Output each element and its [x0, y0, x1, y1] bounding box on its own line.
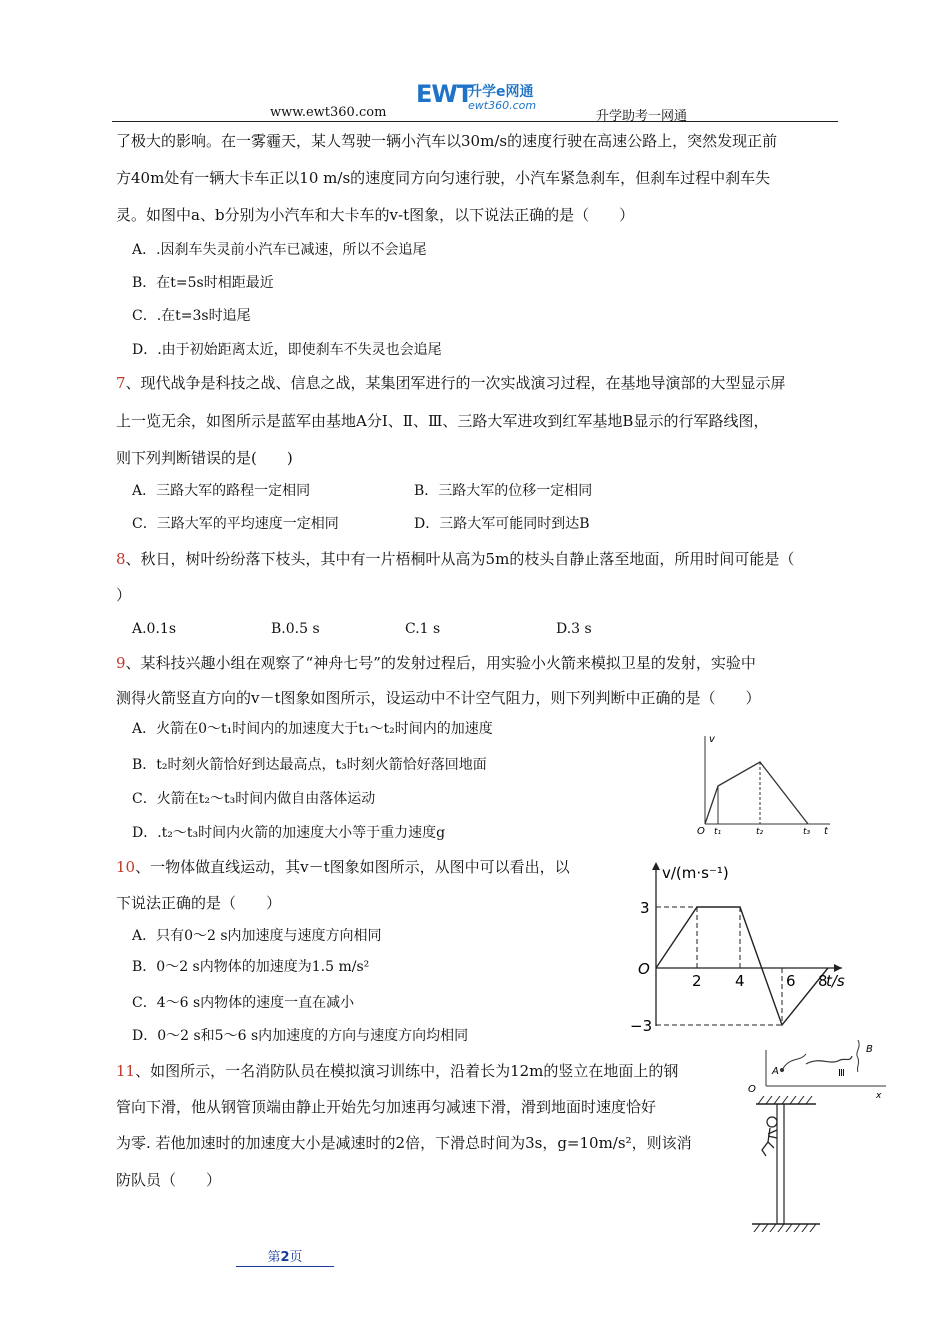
q10-option-b: B．0～2 s内物体的加速度为1.5 m/s² [132, 959, 370, 975]
q8-option-b: B.0.5 s [271, 621, 320, 637]
map-label-x: x [876, 1091, 882, 1101]
q9-graph-t2: t₂ [756, 827, 764, 837]
q9-graph-t3: t₃ [803, 827, 811, 837]
q6-option-c: C．.在t=3s时追尾 [132, 308, 251, 324]
q9-option-a: A．火箭在0～t₁时间内的加速度大于t₁～t₂时间内的加速度 [132, 721, 493, 737]
q9-option-d: D．.t₂～t₃时间内火箭的加速度大小等于重力速度g [132, 825, 446, 841]
page-number: 第2页 [236, 1250, 334, 1267]
q7-option-a: A．三路大军的路程一定相同 [132, 483, 311, 499]
q9-number: 9 [116, 654, 126, 672]
q11-pole-figure [744, 1076, 834, 1236]
q7-option-b: B．三路大军的位移一定相同 [414, 483, 593, 499]
q9-graph-origin: O [697, 826, 705, 837]
q7-line-3: 则下列判断错误的是( ) [116, 449, 293, 467]
q7-line-2: 上一览无余，如图所示是蓝军由基地A分Ⅰ、Ⅱ、Ⅲ、三路大军进攻到红军基地B显示的行军路线图， [116, 412, 769, 430]
q6-line-2: 方40m处有一辆大卡车正以10 m/s的速度同方向匀速行驶，小汽车紧急刹车，但刹车过程中刹车失 [116, 169, 771, 187]
q6-line-3: 灵。如图中a、b分别为小汽车和大卡车的v-t图象，以下说法正确的是（ ） [116, 206, 635, 224]
q10-graph-xlabel: t/s [826, 972, 845, 990]
q10-graph-origin: O [638, 960, 650, 978]
q11-line-4: 防队员（ ） [116, 1171, 222, 1189]
logo-cn: 升学e网通 [468, 84, 534, 100]
q10-graph-xtick-2: 2 [692, 972, 702, 990]
q10-line-1: 10、一物体做直线运动，其v－t图象如图所示，从图中可以看出，以 [116, 858, 570, 876]
q6-option-b: B．在t=5s时相距最近 [132, 275, 274, 291]
logo-brand: EWT [416, 80, 473, 108]
q6-option-a: A．.因刹车失灵前小汽车已减速，所以不会追尾 [132, 242, 427, 258]
q11-line-2: 管向下滑，他从钢管顶端由静止开始先匀加速再匀减速下滑，滑到地面时速度恰好 [116, 1098, 657, 1116]
header-slogan: 升学助考一网通 [596, 109, 688, 124]
q10-vt-graph [630, 856, 848, 1042]
q7-line-1: 7、现代战争是科技之战、信息之战，某集团军进行的一次实战演习过程，在基地导演部的大型显示屏 [116, 374, 786, 392]
q9-graph-t-label: t [824, 826, 828, 837]
q9-line-2: 测得火箭竖直方向的v－t图象如图所示，设运动中不计空气阻力，则下列判断中正确的是（ ） [116, 689, 761, 707]
q11-line-3: 为零. 若他加速时的加速度大小是减速时的2倍，下滑总时间为3s，g=10m/s²，则该消 [116, 1134, 692, 1152]
map-label-a: A [772, 1066, 779, 1077]
q10-option-a: A．只有0～2 s内加速度与速度方向相同 [132, 928, 382, 944]
q8-option-a: A.0.1s [132, 621, 177, 637]
q7-option-d: D．三路大军可能同时到达B [414, 516, 590, 532]
q10-line-2: 下说法正确的是（ ） [116, 894, 282, 912]
pole-label-o: O [748, 1084, 756, 1095]
q10-graph-xtick-8: 8 [818, 972, 828, 990]
q11-line-1: 11、如图所示，一名消防队员在模拟演习训练中，沿着长为12m的竖立在地面上的钢 [116, 1062, 679, 1080]
q6-option-d: D．.由于初始距离太近，即使刹车不失灵也会追尾 [132, 342, 442, 358]
q8-line-1: 8、秋日，树叶纷纷落下枝头，其中有一片梧桐叶从高为5m的枝头自静止落至地面，所用时间可能是（ [116, 550, 795, 568]
header-divider [112, 121, 838, 122]
q10-graph-ytick-minus3: −3 [630, 1017, 653, 1035]
header-site[interactable]: www.ewt360.com [270, 105, 387, 120]
q10-graph-xtick-4: 4 [735, 972, 745, 990]
ewt-logo [416, 80, 546, 114]
q10-graph-ytick-3: 3 [640, 899, 650, 917]
logo-sub: ewt360.com [468, 99, 537, 112]
map-label-b: B [866, 1044, 873, 1055]
q10-graph-ylabel: v/(m·s⁻¹) [662, 864, 729, 882]
q10-number: 10 [116, 858, 136, 876]
q10-option-d: D．0～2 s和5～6 s内加速度的方向与速度方向均相同 [132, 1028, 469, 1044]
q7-option-c: C．三路大军的平均速度一定相同 [132, 516, 339, 532]
q9-graph-t1: t₁ [714, 827, 722, 837]
q10-graph-xtick-6: 6 [786, 972, 796, 990]
q7-number: 7 [116, 374, 126, 392]
q9-vt-graph [690, 728, 838, 840]
q9-option-c: C．火箭在t₂～t₃时间内做自由落体运动 [132, 791, 376, 807]
q8-number: 8 [116, 550, 126, 568]
q10-option-c: C．4～6 s内物体的速度一直在减小 [132, 995, 355, 1011]
q11-number: 11 [116, 1062, 136, 1080]
q8-option-c: C.1 s [405, 621, 441, 637]
q9-graph-v-label: v [709, 734, 715, 745]
q8-option-d: D.3 s [556, 621, 592, 637]
map-label-iii: Ⅲ [838, 1068, 845, 1079]
q6-line-1: 了极大的影响。在一雾霾天，某人驾驶一辆小汽车以30m/s的速度行驶在高速公路上，突然发现正前 [116, 132, 778, 150]
q8-line-2: ） [116, 586, 132, 604]
q9-line-1: 9、某科技兴趣小组在观察了“神舟七号”的发射过程后，用实验小火箭来模拟卫星的发射，实验中 [116, 654, 756, 672]
q9-option-b: B．t₂时刻火箭恰好到达最高点，t₃时刻火箭恰好落回地面 [132, 757, 487, 773]
